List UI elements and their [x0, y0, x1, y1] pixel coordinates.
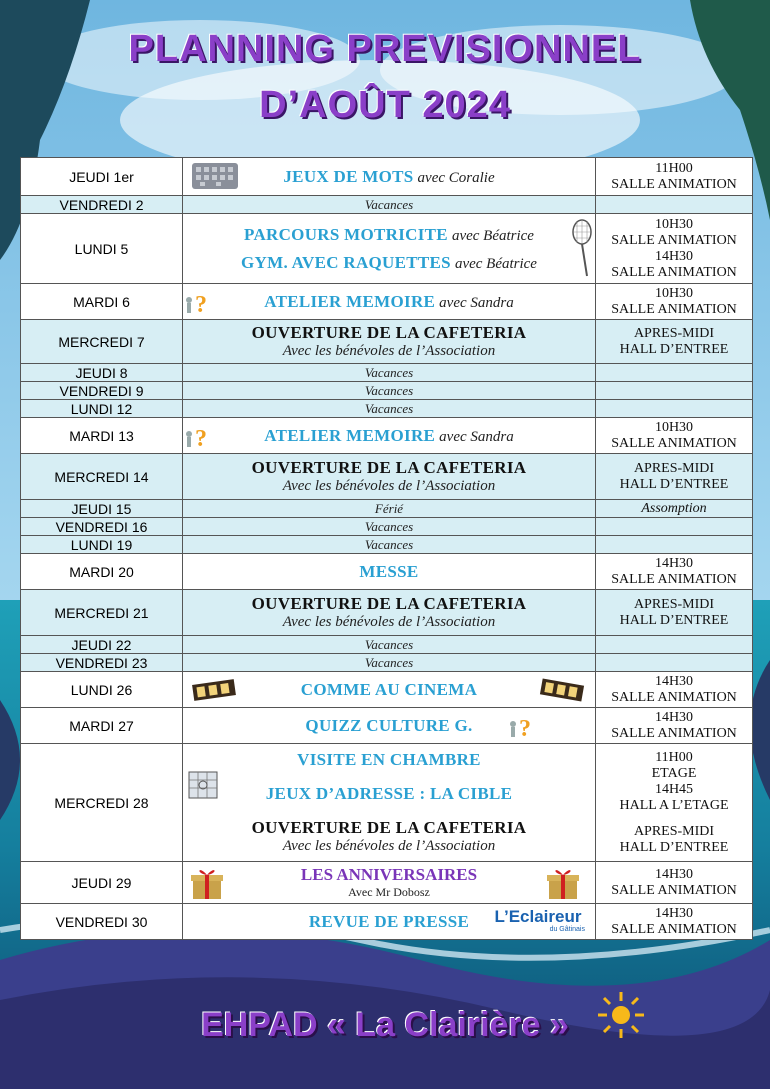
activity-cell: Vacances	[183, 636, 596, 654]
table-row	[21, 636, 753, 654]
activity-subtitle: Avec les bénévoles de l’Association	[282, 838, 496, 854]
activity-host: avec Béatrice	[454, 255, 537, 272]
activity-cell	[183, 214, 596, 284]
svg-text:?: ?	[195, 426, 207, 450]
activity-cell: Vacances	[183, 654, 596, 672]
info-cell	[596, 708, 753, 744]
table-row	[21, 904, 753, 940]
day-cell: MERCREDI 21	[21, 590, 183, 636]
activity-cell	[183, 904, 596, 940]
question-mark-icon	[507, 714, 537, 740]
word-puzzle-icon	[192, 163, 238, 189]
time: 14H30	[654, 905, 694, 921]
day-cell: JEUDI 15	[21, 500, 183, 518]
question-mark-icon	[183, 424, 213, 450]
activity-title: OUVERTURE DE LA CAFETERIA	[251, 818, 527, 837]
place: HALL D’ENTREE	[619, 612, 729, 628]
activity-title: GYM. AVEC RAQUETTES	[241, 252, 451, 272]
info-cell	[596, 862, 753, 904]
activity-cell: Vacances	[183, 536, 596, 554]
activity-title: ATELIER MEMOIRE	[264, 291, 436, 311]
footer-title: EHPAD « La Clairière »	[201, 1006, 569, 1044]
table-row	[21, 536, 753, 554]
table-row	[21, 320, 753, 364]
place: HALL D’ENTREE	[619, 341, 729, 357]
table-row	[21, 196, 753, 214]
place: SALLE ANIMATION	[611, 176, 737, 192]
time: APRES-MIDI	[633, 596, 715, 612]
info-cell	[596, 320, 753, 364]
table-row	[21, 744, 753, 862]
day-cell: JEUDI 22	[21, 636, 183, 654]
activity-subtitle: Avec Mr Dobosz	[348, 885, 430, 899]
activity-title: REVUE DE PRESSE	[308, 911, 470, 931]
info-cell	[596, 636, 753, 654]
time: APRES-MIDI	[633, 325, 715, 341]
place: SALLE ANIMATION	[611, 689, 737, 705]
page-title-line1: PLANNING PREVISIONNEL	[128, 28, 642, 70]
activity-host: avec Béatrice	[451, 227, 534, 244]
table-row	[21, 284, 753, 320]
place: HALL A L’ETAGE	[619, 797, 729, 813]
info-cell: Assomption	[596, 500, 753, 518]
table-row	[21, 500, 753, 518]
activity-title: QUIZZ CULTURE G.	[305, 715, 473, 735]
table-row	[21, 518, 753, 536]
activity-subtitle: Avec les bénévoles de l’Association	[282, 614, 496, 630]
table-row	[21, 708, 753, 744]
place: SALLE ANIMATION	[611, 725, 737, 741]
svg-text:?: ?	[195, 292, 207, 316]
gift-icon	[545, 865, 581, 901]
time: 14H45	[654, 781, 694, 797]
place: SALLE ANIMATION	[611, 435, 737, 451]
gift-icon	[189, 865, 225, 901]
activity-cell: Vacances	[183, 400, 596, 418]
place: ETAGE	[651, 765, 697, 781]
page-title-line2: D’AOÛT 2024	[259, 84, 511, 126]
activity-cell	[183, 554, 596, 590]
time: 14H30	[654, 866, 694, 882]
table-row	[21, 400, 753, 418]
info-cell	[596, 518, 753, 536]
table-row	[21, 862, 753, 904]
time: 10H30	[654, 419, 694, 435]
activity-host: avec Sandra	[439, 428, 514, 445]
info-cell	[596, 672, 753, 708]
activity-cell: Vacances	[183, 364, 596, 382]
day-cell: MARDI 27	[21, 708, 183, 744]
day-cell: JEUDI 29	[21, 862, 183, 904]
place: HALL D’ENTREE	[619, 476, 729, 492]
day-cell: LUNDI 26	[21, 672, 183, 708]
place: HALL D’ENTREE	[619, 839, 729, 855]
info-cell	[596, 364, 753, 382]
info-cell	[596, 744, 753, 862]
day-cell: VENDREDI 30	[21, 904, 183, 940]
activity-cell	[183, 284, 596, 320]
place: SALLE ANIMATION	[611, 882, 737, 898]
activity-cell	[183, 454, 596, 500]
place: SALLE ANIMATION	[611, 232, 737, 248]
activity-cell	[183, 672, 596, 708]
activity-title: JEUX DE MOTS	[283, 166, 414, 186]
activity-cell	[183, 590, 596, 636]
day-cell: VENDREDI 9	[21, 382, 183, 400]
activity-title: JEUX D’ADRESSE : LA CIBLE	[265, 784, 513, 803]
activity-cell	[183, 862, 596, 904]
table-row	[21, 454, 753, 500]
info-cell	[596, 284, 753, 320]
activity-title: VISITE EN CHAMBRE	[297, 750, 481, 769]
day-cell: MERCREDI 14	[21, 454, 183, 500]
info-cell	[596, 418, 753, 454]
activity-title: OUVERTURE DE LA CAFETERIA	[251, 323, 527, 342]
svg-text:?: ?	[519, 716, 531, 740]
day-cell: MARDI 20	[21, 554, 183, 590]
table-row	[21, 382, 753, 400]
activity-subtitle: Avec les bénévoles de l’Association	[282, 343, 496, 359]
table-row	[21, 672, 753, 708]
schedule-table	[20, 157, 753, 940]
info-cell	[596, 400, 753, 418]
info-cell	[596, 590, 753, 636]
time: 10H30	[654, 285, 694, 301]
time: 10H30	[654, 216, 694, 232]
place: SALLE ANIMATION	[611, 571, 737, 587]
day-cell: LUNDI 5	[21, 214, 183, 284]
question-mark-icon	[183, 290, 213, 316]
sun-icon	[596, 990, 646, 1040]
racket-icon	[571, 218, 593, 278]
activity-cell	[183, 158, 596, 196]
table-row	[21, 158, 753, 196]
info-cell	[596, 214, 753, 284]
time: 14H30	[654, 555, 694, 571]
activity-cell: Vacances	[183, 196, 596, 214]
activity-cell	[183, 320, 596, 364]
place: SALLE ANIMATION	[611, 921, 737, 937]
film-strip-icon	[191, 676, 237, 704]
info-cell	[596, 536, 753, 554]
day-cell: MARDI 13	[21, 418, 183, 454]
day-cell: JEUDI 1er	[21, 158, 183, 196]
table-row	[21, 214, 753, 284]
day-cell: LUNDI 12	[21, 400, 183, 418]
place: SALLE ANIMATION	[611, 264, 737, 280]
activity-cell: Férié	[183, 500, 596, 518]
activity-cell	[183, 418, 596, 454]
time: 11H00	[655, 160, 693, 176]
table-row	[21, 418, 753, 454]
table-row	[21, 654, 753, 672]
day-cell: LUNDI 19	[21, 536, 183, 554]
day-cell: VENDREDI 2	[21, 196, 183, 214]
day-cell: JEUDI 8	[21, 364, 183, 382]
newspaper-logo: L’Eclaireur du Gâtinais	[494, 907, 585, 933]
activity-title: LES ANNIVERSAIRES	[300, 865, 478, 884]
activity-host: avec Coralie	[417, 169, 495, 186]
info-cell	[596, 454, 753, 500]
info-cell	[596, 196, 753, 214]
activity-title: ATELIER MEMOIRE	[264, 425, 436, 445]
time: 14H30	[654, 709, 694, 725]
day-cell: VENDREDI 16	[21, 518, 183, 536]
time: 14H30	[654, 248, 694, 264]
activity-title: COMME AU CINEMA	[300, 679, 478, 699]
activity-subtitle: Avec les bénévoles de l’Association	[282, 478, 496, 494]
info-cell	[596, 554, 753, 590]
table-row	[21, 590, 753, 636]
activity-cell	[183, 744, 596, 862]
time: APRES-MIDI	[633, 823, 715, 839]
film-strip-icon	[539, 676, 585, 704]
activity-cell: Vacances	[183, 518, 596, 536]
time: 14H30	[654, 673, 694, 689]
info-cell	[596, 158, 753, 196]
time: APRES-MIDI	[633, 460, 715, 476]
day-cell: MARDI 6	[21, 284, 183, 320]
day-cell: VENDREDI 23	[21, 654, 183, 672]
info-cell	[596, 382, 753, 400]
day-cell: MERCREDI 7	[21, 320, 183, 364]
activity-title: MESSE	[359, 561, 419, 581]
table-row	[21, 554, 753, 590]
activity-cell: Vacances	[183, 382, 596, 400]
table-row	[21, 364, 753, 382]
activity-host: avec Sandra	[439, 294, 514, 311]
time: 11H00	[655, 749, 693, 765]
info-cell	[596, 654, 753, 672]
info-cell	[596, 904, 753, 940]
activity-title: OUVERTURE DE LA CAFETERIA	[251, 594, 527, 613]
place: SALLE ANIMATION	[611, 301, 737, 317]
activity-title: PARCOURS MOTRICITE	[244, 224, 448, 244]
activity-title: OUVERTURE DE LA CAFETERIA	[251, 458, 527, 477]
activity-cell	[183, 708, 596, 744]
target-icon	[187, 770, 219, 800]
day-cell: MERCREDI 28	[21, 744, 183, 862]
